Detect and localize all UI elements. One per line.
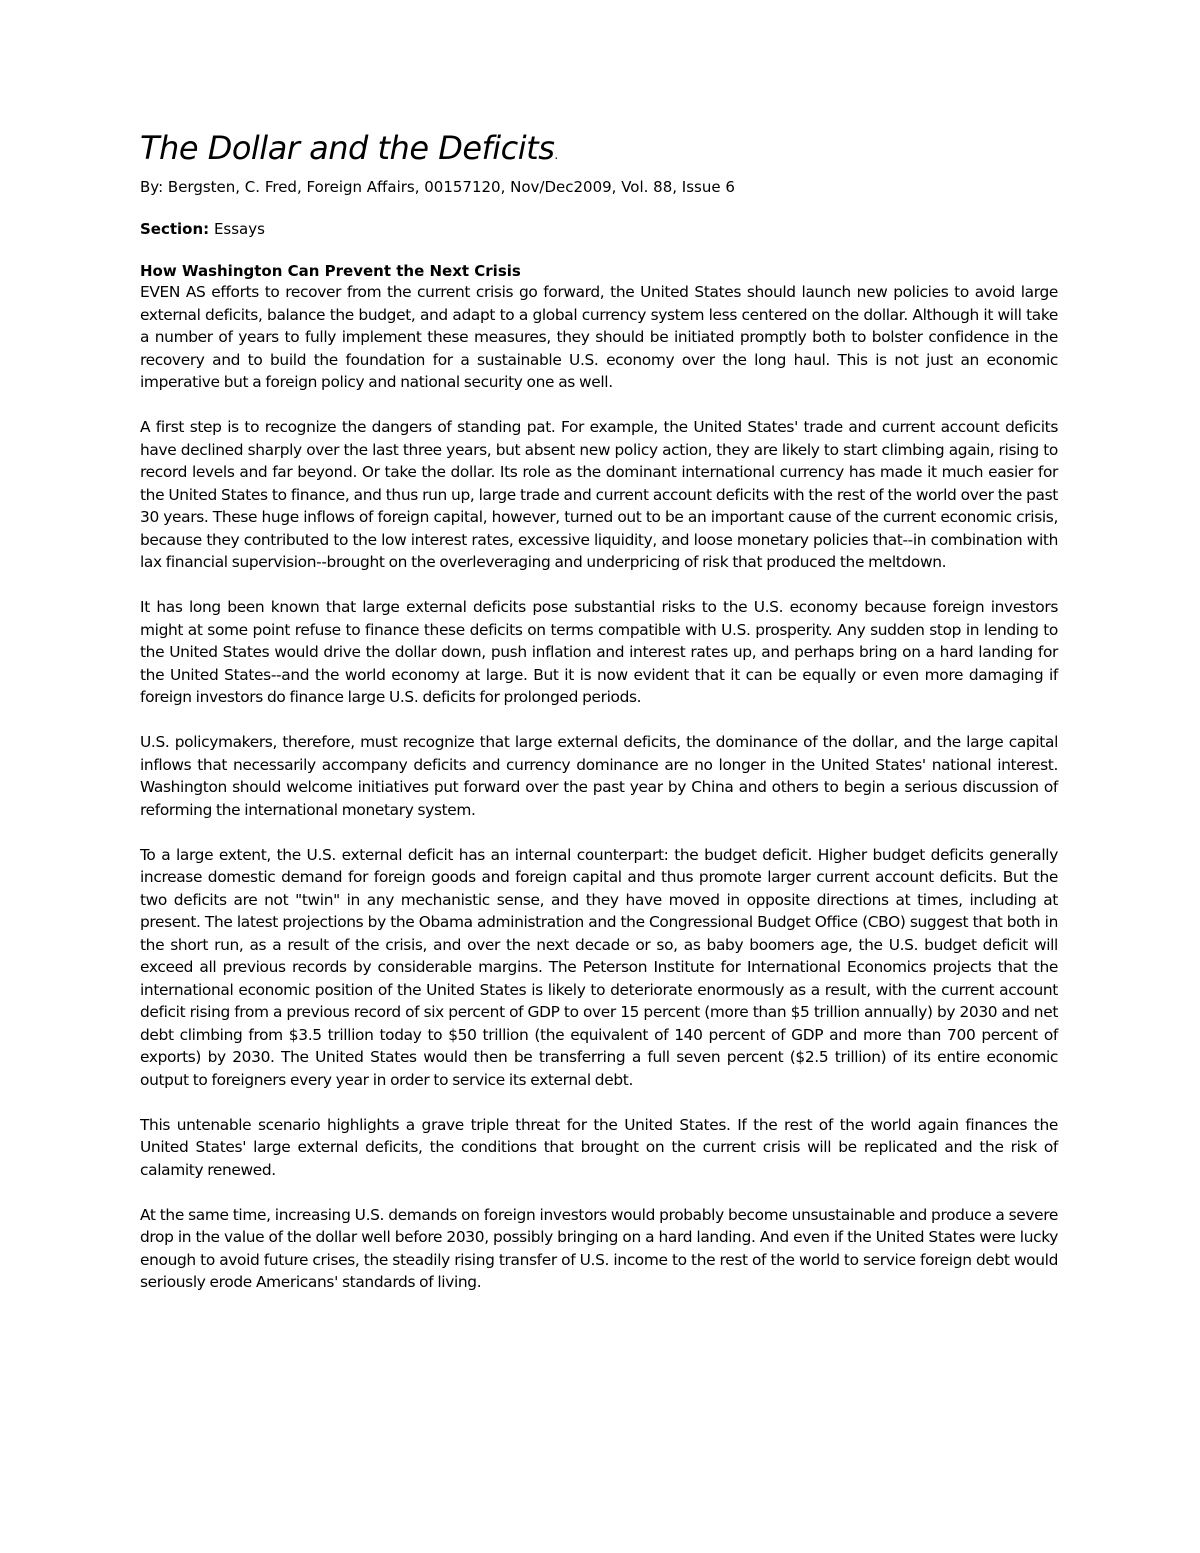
- article-page: [140, 128, 1058, 1316]
- article-section: [140, 219, 1058, 239]
- article-title-text: The Dollar and the Deficits: [140, 129, 555, 167]
- body-paragraph: A first step is to recognize the dangers of standing pat. For example, the United States' trade and current account deficits have declined sharply over the last three years, but absent new policy action, they are likely to start climbing again, rising to record levels and far beyond. Or take the dollar. Its role as the dominant international currency has made it much easier for the United States to finance, and thus run up, large trade and current account deficits with the rest of the world over the past 30 years. These huge inflows of foreign capital, however, turned out to be an important cause of the current economic crisis, because they contributed to the low interest rates, excessive liquidity, and loose monetary policies that--in combination with lax financial supervision--brought on the overleveraging and underpricing of risk that produced the meltdown.: [140, 418, 1058, 571]
- section-value: Essays: [213, 220, 265, 238]
- title-footnote-mark: .: [554, 148, 558, 162]
- body-paragraph: This untenable scenario highlights a grave triple threat for the United States. If the rest of the world again finances the United States' large external deficits, the conditions that brought on the current crisis will be replicated and the risk of calamity renewed.: [140, 1115, 1058, 1179]
- body-paragraph: It has long been known that large external deficits pose substantial risks to the U.S. economy because foreign investors might at some point refuse to finance these deficits on terms compatible with U.S. prosperity. Any sudden stop in lending to the United States would drive the dollar down, push inflation and interest rates up, and perhaps bring on a hard landing for the United States--and the world economy at large. But it is now evident that it can be equally or even more damaging if foreign investors do finance large U.S. deficits for prolonged periods.: [140, 598, 1058, 706]
- body-paragraph: To a large extent, the U.S. external deficit has an internal counterpart: the budget deficit. Higher budget deficits generally increase domestic demand for foreign goods and foreign capital and thus promote larger current account deficits. But the two deficits are not "twin" in any mechanistic sense, and they have moved in opposite directions at times, including at present. The latest projections by the Obama administration and the Congressional Budget Office (CBO) suggest that both in the short run, as a result of the crisis, and over the next decade or so, as baby boomers age, the U.S. budget deficit will exceed all previous records by considerable margins. The Peterson Institute for International Economics projects that the international economic position of the United States is likely to deteriorate enormously as a result, with the current account deficit rising from a previous record of six percent of GDP to over 15 percent (more than $5 trillion annually) by 2030 and net debt climbing from $3.5 trillion today to $50 trillion (the equivalent of 140 percent of GDP and more than 700 percent of exports) by 2030. The United States would then be transferring a full seven percent ($2.5 trillion) of its entire economic output to foreigners every year in order to service its external debt.: [140, 845, 1058, 1089]
- article-title: [140, 128, 1058, 175]
- body-paragraph: U.S. policymakers, therefore, must recognize that large external deficits, the dominance of the dollar, and the large capital inflows that necessarily accompany deficits and currency dominance are no longer in the United States' national interest. Washington should welcome initiatives put forward over the past year by China and others to begin a serious discussion of reforming the international monetary system.: [140, 733, 1058, 819]
- section-label: Section:: [140, 220, 210, 238]
- article-byline: By: Bergsten, C. Fred, Foreign Affairs, 00157120, Nov/Dec2009, Vol. 88, Issue 6: [140, 178, 735, 196]
- article-body: [140, 281, 1058, 1294]
- article-subtitle: How Washington Can Prevent the Next Crisis: [140, 262, 521, 280]
- body-paragraph: At the same time, increasing U.S. demands on foreign investors would probably become unsustainable and produce a severe drop in the value of the dollar well before 2030, possibly bringing on a hard landing. And even if the United States were lucky enough to avoid future crises, the steadily rising transfer of U.S. income to the rest of the world to service foreign debt would seriously erode Americans' standards of living.: [140, 1205, 1058, 1291]
- body-paragraph: EVEN AS efforts to recover from the current crisis go forward, the United States should launch new policies to avoid large external deficits, balance the budget, and adapt to a global currency system less centered on the dollar. Although it will take a number of years to fully implement these measures, they should be initiated promptly both to bolster confidence in the recovery and to build the foundation for a sustainable U.S. economy over the long haul. This is not just an economic imperative but a foreign policy and national security one as well.: [140, 283, 1058, 391]
